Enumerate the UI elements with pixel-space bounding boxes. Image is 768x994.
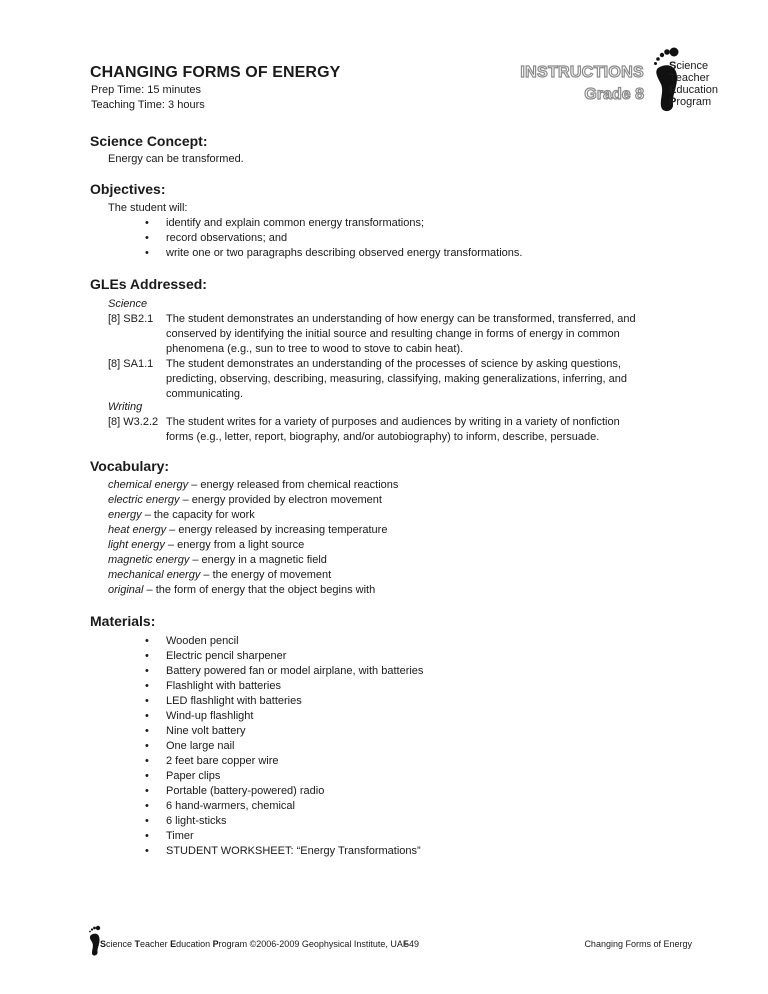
vocab-item: chemical energy – energy released from chemical reactions [108, 479, 399, 491]
materials-list [145, 634, 645, 859]
gle-science-label: Science [108, 298, 148, 310]
objective-item: • [145, 232, 149, 244]
logo-line-science: Science [669, 60, 709, 72]
logo-line-teacher: Teacher [669, 72, 710, 84]
vocab-item: heat energy – energy released by increasing temperature [108, 524, 388, 536]
gle-writing-label: Writing [108, 401, 143, 413]
bullet-marker: • [145, 635, 149, 647]
vocab-item: mechanical energy – the energy of movement [108, 569, 332, 581]
material-item-text: LED flashlight with batteries [166, 695, 302, 707]
vocab-item: magnetic energy – energy in a magnetic field [108, 554, 327, 566]
material-item [145, 769, 645, 784]
material-item [145, 784, 645, 799]
page-title: CHANGING FORMS OF ENERGY [90, 64, 341, 81]
bullet-marker: • [145, 800, 149, 812]
bullet-marker: • [145, 755, 149, 767]
material-item-text: 6 hand-warmers, chemical [166, 800, 295, 812]
gle-code: [8] SA1.1 [108, 358, 154, 370]
objectives-intro: The student will: [108, 202, 188, 214]
material-item-text: Electric pencil sharpener [166, 650, 287, 662]
material-item-text: Battery powered fan or model airplane, with batteries [166, 665, 424, 677]
objective-item-text: record observations; and [166, 232, 288, 244]
material-item-text: Portable (battery-powered) radio [166, 785, 325, 797]
material-item [145, 709, 645, 724]
material-item-text: Timer [166, 830, 194, 842]
bullet-marker: • [145, 665, 149, 677]
bullet-marker: • [145, 785, 149, 797]
instructions-label: INSTRUCTIONS [520, 64, 644, 81]
material-item [145, 844, 645, 859]
material-item-text: One large nail [166, 740, 235, 752]
material-item [145, 634, 645, 649]
material-item [145, 739, 645, 754]
grade-label: Grade 8 [584, 86, 644, 103]
material-item-text: Flashlight with batteries [166, 680, 281, 692]
footer-page-number: 549 [404, 939, 420, 949]
material-item [145, 829, 645, 844]
material-item-text: 2 feet bare copper wire [166, 755, 279, 767]
vocabulary-heading: Vocabulary: [90, 458, 170, 474]
teaching-time: Teaching Time: 3 hours [91, 99, 205, 111]
objectives-heading: Objectives: [90, 181, 166, 197]
footer-footprint-icon [87, 925, 101, 957]
bullet-marker: • [145, 695, 149, 707]
material-item-text: 6 light-sticks [166, 815, 227, 827]
objective-item: • [145, 217, 149, 229]
gle-description: The student writes for a variety of purposes and audiences by writing in a variety of nonfiction forms (e.g., letter, report, biography, and/or autobiography) to inform, describe, persuade. [166, 416, 620, 443]
bullet-marker: • [145, 770, 149, 782]
gle-code: [8] SB2.1 [108, 313, 154, 325]
material-item-text: Nine volt battery [166, 725, 246, 737]
material-item [145, 679, 645, 694]
footer-lesson-title: Changing Forms of Energy [584, 939, 692, 949]
vocab-item: light energy – energy from a light source [108, 539, 305, 551]
bullet-marker: • [145, 650, 149, 662]
prep-time: Prep Time: 15 minutes [91, 84, 202, 96]
bullet-marker: • [145, 710, 149, 722]
bullet-marker: • [145, 680, 149, 692]
material-item-text: Wind-up flashlight [166, 710, 254, 722]
gle-code: [8] W3.2.2 [108, 416, 159, 428]
vocab-item: original – the form of energy that the object begins with [108, 584, 376, 596]
material-item-text: Paper clips [166, 770, 221, 782]
gles-heading: GLEs Addressed: [90, 276, 207, 292]
bullet-marker: • [145, 845, 149, 857]
objective-item-text: identify and explain common energy transformations; [166, 217, 425, 229]
vocab-item: energy – the capacity for work [108, 509, 255, 521]
materials-heading: Materials: [90, 613, 156, 629]
bullet-marker: • [145, 830, 149, 842]
material-item [145, 724, 645, 739]
objective-item-text: write one or two paragraphs describing observed energy transformations. [166, 247, 523, 259]
vocab-item: electric energy – energy provided by electron movement [108, 494, 382, 506]
science-concept-text: Energy can be transformed. [108, 153, 244, 165]
bullet-marker: • [145, 815, 149, 827]
logo-line-program: Program [669, 96, 712, 108]
material-item-text: Wooden pencil [166, 635, 239, 647]
objective-item: • [145, 247, 149, 259]
gle-description: The student demonstrates an understanding of the processes of science by asking questions, predicting, observing, describing, measuring, classifying, making generalizations, inferring, and communicating. [166, 358, 628, 400]
material-item [145, 649, 645, 664]
material-item [145, 754, 645, 769]
material-item [145, 814, 645, 829]
footer-credit: Science Teacher Education Program ©2006-2009 Geophysical Institute, UAF [100, 939, 409, 949]
material-item [145, 694, 645, 709]
material-item-text: STUDENT WORKSHEET: “Energy Transformations” [166, 845, 421, 857]
science-concept-heading: Science Concept: [90, 133, 208, 149]
gle-description: The student demonstrates an understanding of how energy can be transformed, transferred, and conserved by identifying the initial source and resulting change in forms of energy in common phenomena (e.g., sun to tree to wood to stove to cabin heat). [166, 313, 636, 355]
bullet-marker: • [145, 740, 149, 752]
logo-line-education: Education [669, 84, 718, 96]
material-item [145, 799, 645, 814]
bullet-marker: • [145, 725, 149, 737]
material-item [145, 664, 645, 679]
